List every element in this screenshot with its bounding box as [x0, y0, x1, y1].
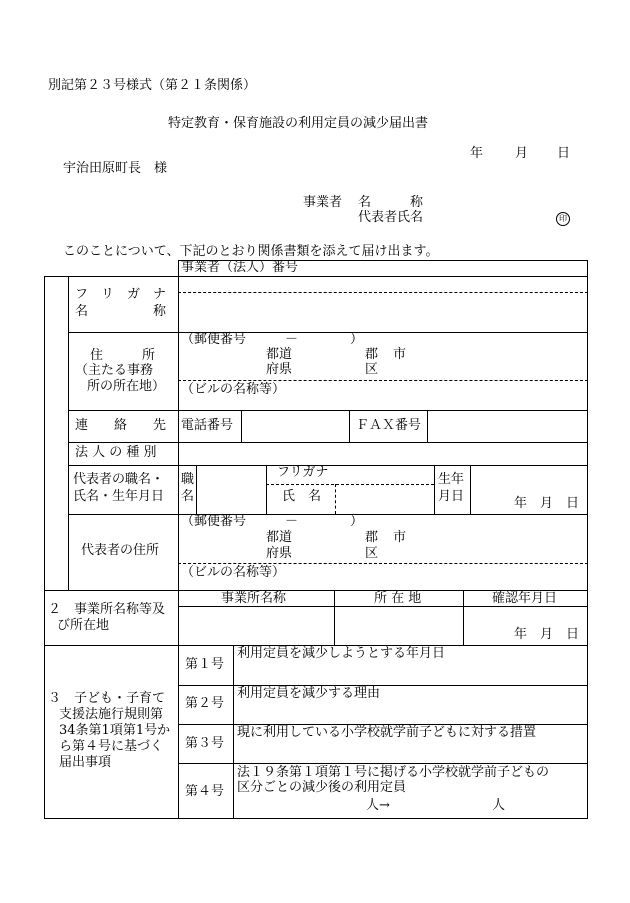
rep-prefecture-label-2: 府県	[266, 546, 293, 561]
building-label: （ビルの名称等）	[181, 382, 286, 397]
item4-persons-after: 人	[492, 798, 506, 813]
shoku-label: 職	[181, 472, 195, 487]
intro-text: このことについて、下記のとおり関係書類を添えて届け出ます。	[63, 244, 439, 259]
rep-title-label-2: 氏名・生年月日	[73, 489, 165, 504]
section3-label-1: ３ 子ども・子育て	[48, 691, 166, 706]
form-number: 別記第２３号様式（第２１条関係）	[48, 78, 257, 93]
birth-label-2: 月日	[438, 489, 465, 504]
date-year-label: 年	[470, 146, 484, 161]
furigana-label: フ リ ガ ナ	[75, 287, 167, 302]
applicant-name-label: 名 称	[358, 195, 424, 210]
rep-gun-label: 郡	[365, 530, 379, 545]
ku-label: 区	[365, 362, 379, 377]
corp-type-label: 法 人 の 種 別	[75, 445, 157, 460]
address-label-3: 所の所在地）	[87, 379, 166, 394]
seal-mark: 印	[556, 212, 570, 226]
address-label-2: （主たる事務	[75, 363, 154, 378]
gun-label: 郡	[365, 347, 379, 362]
date-day-label: 日	[557, 146, 571, 161]
contact-label: 連 絡 先	[75, 418, 167, 433]
item3-text: 現に利用している小学校就学前子どもに対する措置	[237, 725, 537, 740]
representative-name-label: 代表者氏名	[358, 210, 424, 225]
section2-label-2: び所在地	[57, 618, 110, 633]
item4-number: 第４号	[185, 784, 225, 799]
rep-postal-label: （郵便番号 － ）	[181, 514, 364, 529]
facility-name-header: 事業所名称	[221, 591, 287, 606]
section3-label-2: 支援法施行規則第	[59, 707, 164, 722]
prefecture-label-1: 都道	[266, 347, 293, 362]
date-month-label: 月	[515, 146, 529, 161]
shi-label: 市	[393, 347, 407, 362]
item4-text: 法１９条第１項第１号に掲げる小学校就学前子どもの	[237, 765, 550, 780]
section2-label-1: ２ 事業所名称等及	[48, 602, 166, 617]
item4-persons-before: 人→	[366, 798, 390, 813]
item2-text: 利用定員を減少する理由	[237, 686, 381, 701]
applicant-label: 事業者	[303, 195, 343, 210]
phone-label: 電話番号	[181, 418, 234, 433]
rep-address-label: 代表者の住所	[81, 543, 160, 558]
addressee: 宇治田原町長 様	[63, 161, 168, 176]
rep-shi-label: 市	[393, 530, 407, 545]
section3-label-3: 34条第1項第1号か	[59, 723, 171, 738]
rep-title-label-1: 代表者の職名・	[73, 472, 165, 487]
rep-building-label: （ビルの名称等）	[181, 565, 286, 580]
item4-text-2: 区分ごとの減少後の利用定員	[237, 780, 407, 795]
rep-furigana-label: フリガナ	[277, 465, 329, 480]
section3-label-4: ら第４号に基づく	[59, 739, 164, 754]
item2-number: 第２号	[185, 696, 225, 711]
location-header: 所 在 地	[374, 591, 422, 606]
name-label: 名 称	[75, 304, 167, 319]
corp-number-label: 事業者（法人）番号	[181, 260, 299, 275]
item1-number: 第１号	[185, 657, 225, 672]
rep-ku-label: 区	[365, 546, 379, 561]
postal-label: （郵便番号 － ）	[181, 332, 364, 347]
fax-label: ＦＡＸ番号	[356, 418, 422, 433]
prefecture-label-2: 府県	[266, 362, 293, 377]
birth-ymd: 年 月 日	[514, 496, 580, 511]
document-title: 特定教育・保育施設の利用定員の減少届出書	[168, 116, 429, 131]
confirm-date-header: 確認年月日	[492, 591, 558, 606]
item1-text: 利用定員を減少しようとする年月日	[237, 646, 446, 661]
address-label-1: 住 所	[90, 348, 156, 363]
section3-label-5: 届出事項	[59, 755, 112, 770]
birth-label-1: 生年	[438, 472, 465, 487]
rep-name-label: 氏 名	[282, 489, 322, 504]
confirm-date-ymd: 年 月 日	[514, 627, 580, 642]
rep-prefecture-label-1: 都道	[266, 530, 293, 545]
item3-number: 第３号	[185, 736, 225, 751]
mei-label: 名	[181, 489, 195, 504]
